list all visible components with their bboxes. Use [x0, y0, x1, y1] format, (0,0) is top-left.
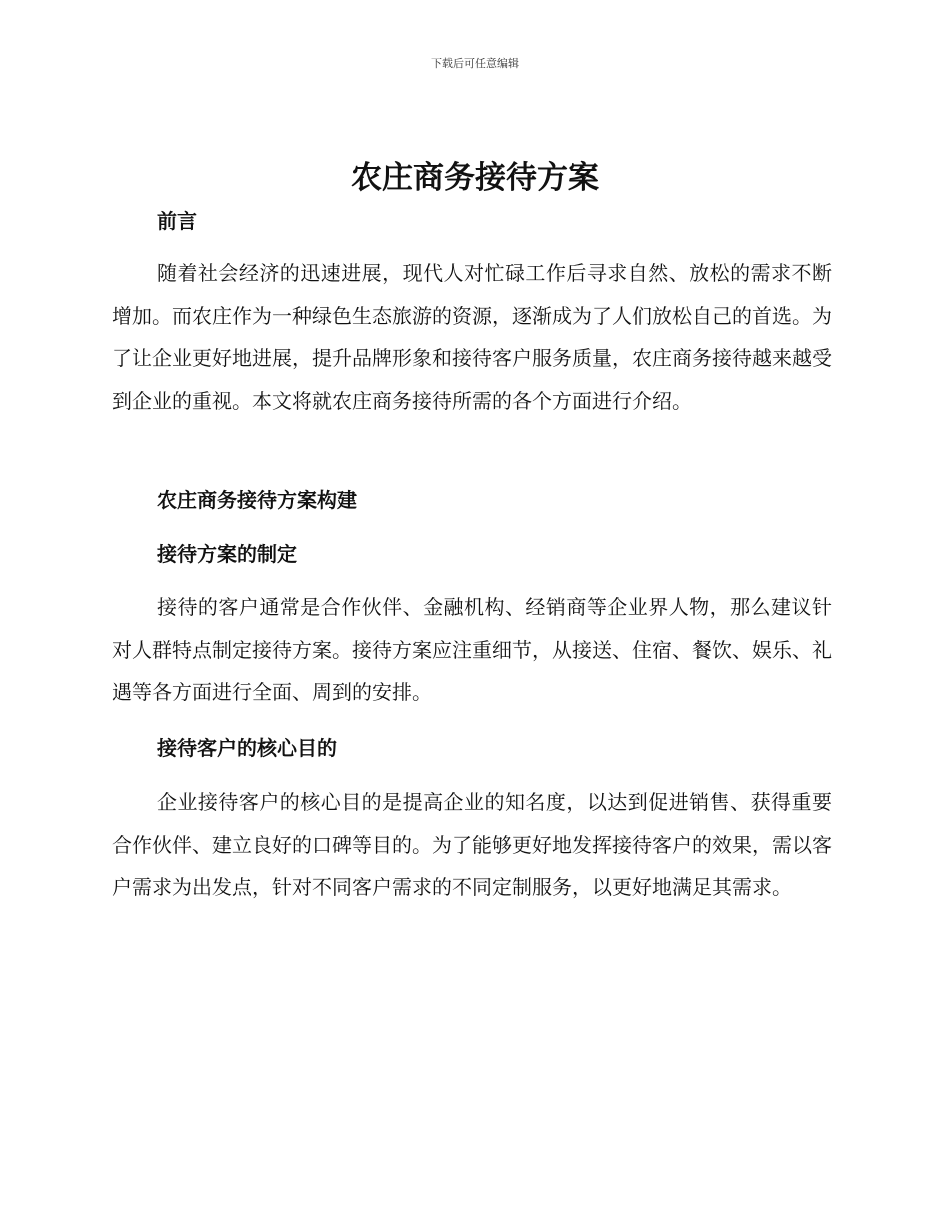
- paragraph-preface: 随着社会经济的迅速进展，现代人对忙碌工作后寻求自然、放松的需求不断增加。而农庄作为一种绿色生态旅游的资源，逐渐成为了人们放松自己的首选。为了让企业更好地进展，提升品牌形象和接待客户服务质量，农庄商务接待越来越受到企业的重视。本文将就农庄商务接待所需的各个方面进行介绍。: [112, 261, 832, 413]
- section-heading-plan-formulation: 接待方案的制定: [157, 542, 297, 566]
- section-heading-preface: 前言: [157, 209, 197, 233]
- section-heading-core-purpose: 接待客户的核心目的: [157, 736, 337, 760]
- section-heading-plan-construction: 农庄商务接待方案构建: [157, 488, 357, 512]
- document-title: 农庄商务接待方案: [351, 160, 599, 196]
- paragraph-core-purpose: 企业接待客户的核心目的是提高企业的知名度，以达到促进销售、获得重要合作伙伴、建立良好的口碑等目的。为了能够更好地发挥接待客户的效果，需以客户需求为出发点，针对不同客户需求的不同定制服务，以更好地满足其需求。: [112, 790, 832, 899]
- paragraph-plan-formulation: 接待的客户通常是合作伙伴、金融机构、经销商等企业界人物，那么建议针对人群特点制定接待方案。接待方案应注重细节，从接送、住宿、餐饮、娱乐、礼遇等各方面进行全面、周到的安排。: [112, 595, 832, 704]
- header-note: 下载后可任意编辑: [431, 57, 519, 70]
